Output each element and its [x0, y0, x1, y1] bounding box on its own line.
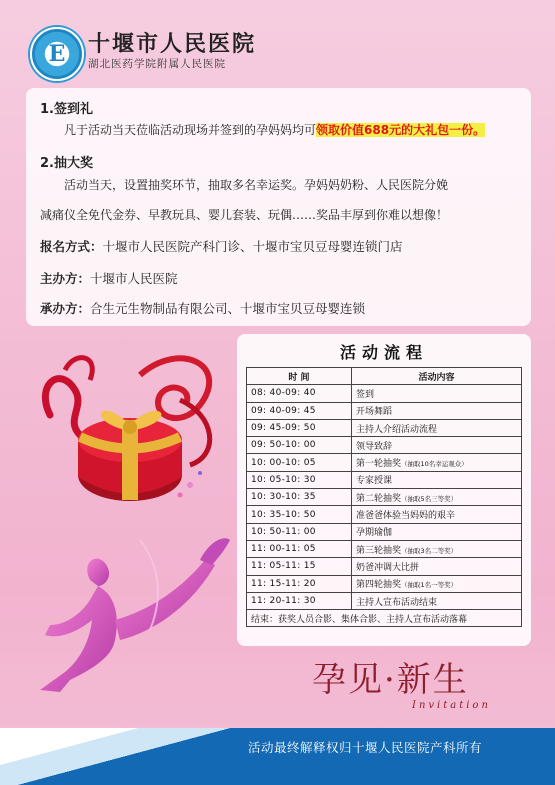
row-activity: 领导致辞 — [356, 441, 393, 452]
gift-box-illustration — [30, 345, 230, 525]
row-activity: 奶爸冲调大比拼 — [356, 562, 420, 573]
table-row — [247, 454, 522, 471]
header — [0, 0, 555, 85]
slogan-english: Invitation — [412, 700, 491, 711]
table-row — [247, 419, 522, 436]
checkin-text: 凡于活动当天莅临活动现场并签到的孕妈妈均可 — [64, 123, 317, 137]
row-time: 10: 50-11: 00 — [247, 523, 352, 540]
lottery-line1: 活动当天，设置抽奖环节，抽取多名幸运奖。孕妈妈奶粉、人民医院分娩 — [64, 178, 449, 192]
row-note: （抽取1名一等奖） — [401, 581, 458, 590]
host-line — [40, 268, 178, 290]
yoga-silhouette-illustration — [20, 520, 235, 700]
register-value: 十堰市人民医院产科门诊、十堰市宝贝豆母婴连锁门店 — [102, 239, 403, 254]
row-content — [352, 592, 522, 609]
header-time: 时 间 — [247, 368, 352, 385]
header-content: 活动内容 — [352, 368, 522, 385]
footer-band — [0, 728, 555, 785]
checkin-title: 1.签到礼 — [40, 102, 93, 117]
table-row — [247, 402, 522, 419]
schedule-ending-row — [247, 610, 522, 627]
row-content — [352, 558, 522, 575]
checkin-highlight: 领取价值688元的大礼包一份。 — [316, 123, 486, 137]
row-content — [352, 575, 522, 592]
row-activity: 准爸爸体验当妈妈的艰辛 — [356, 511, 456, 522]
table-row — [247, 471, 522, 488]
schedule-body — [247, 385, 522, 627]
row-content — [352, 523, 522, 540]
hospital-name: 十堰市人民医院 — [88, 31, 257, 57]
table-row — [247, 575, 522, 592]
table-row — [247, 489, 522, 506]
row-content — [352, 540, 522, 557]
schedule-ending: 结束：获奖人员合影、集体合影、主持人宣布活动落幕 — [247, 610, 522, 627]
row-activity: 签到 — [356, 389, 375, 400]
row-content — [352, 454, 522, 471]
row-note: （抽取3名二等奖） — [401, 546, 458, 555]
row-time: 09: 40-09: 45 — [247, 402, 352, 419]
row-content — [352, 437, 522, 454]
row-activity: 第三轮抽奖 — [356, 545, 402, 556]
row-activity: 主持人介绍活动流程 — [356, 424, 438, 435]
row-content — [352, 471, 522, 488]
row-activity: 专家授课 — [356, 476, 393, 487]
row-time: 10: 35-10: 50 — [247, 506, 352, 523]
checkin-paragraph — [64, 119, 485, 141]
row-activity: 开场舞蹈 — [356, 407, 393, 418]
host-label: 主办方： — [40, 271, 91, 286]
register-line — [40, 236, 403, 258]
row-activity: 孕期瑜伽 — [356, 528, 393, 539]
row-time: 10: 00-10: 05 — [247, 454, 352, 471]
row-content — [352, 385, 522, 402]
table-row — [247, 592, 522, 609]
hospital-logo-icon — [30, 27, 84, 81]
schedule-table — [246, 367, 522, 627]
slogan: 孕见·新生 — [312, 660, 469, 700]
lottery-title: 2.抽大奖 — [40, 156, 93, 171]
row-content — [352, 419, 522, 436]
lottery-line2: 减痛仪全免代金券、早教玩具、婴儿套装、玩偶……奖品丰厚到你难以想像！ — [40, 208, 449, 222]
row-activity: 第一轮抽奖 — [356, 459, 402, 470]
register-label: 报名方式： — [40, 239, 103, 254]
hospital-subtitle: 湖北医药学院附属人民医院 — [88, 58, 226, 70]
row-content — [352, 402, 522, 419]
row-activity: 第四轮抽奖 — [356, 580, 402, 591]
row-time: 08: 40-09: 40 — [247, 385, 352, 402]
row-time: 11: 05-11: 15 — [247, 558, 352, 575]
schedule-panel — [237, 334, 531, 646]
row-content — [352, 489, 522, 506]
schedule-title: 活动流程 — [339, 343, 428, 362]
row-activity: 主持人宣布活动结束 — [356, 597, 438, 608]
row-activity: 第二轮抽奖 — [356, 493, 402, 504]
table-row — [247, 540, 522, 557]
organizer-line — [40, 298, 365, 320]
table-row — [247, 385, 522, 402]
organizer-label: 承办方： — [40, 301, 91, 316]
row-note: （抽取5名三等奖） — [401, 494, 458, 503]
row-content — [352, 506, 522, 523]
table-row — [247, 523, 522, 540]
logo-letter: E — [48, 41, 66, 67]
table-row — [247, 506, 522, 523]
row-time: 10: 30-10: 35 — [247, 489, 352, 506]
row-note: （抽取10名幸运观众） — [401, 460, 468, 469]
row-time: 10: 05-10: 30 — [247, 471, 352, 488]
organizer-value: 合生元生物制品有限公司、十堰市宝贝豆母婴连锁 — [90, 301, 366, 316]
row-time: 11: 00-11: 05 — [247, 540, 352, 557]
row-time: 09: 45-09: 50 — [247, 419, 352, 436]
footer-text: 活动最终解释权归十堰人民医院产科所有 — [248, 740, 483, 755]
row-time: 11: 15-11: 20 — [247, 575, 352, 592]
schedule-header-row — [247, 368, 522, 385]
table-row — [247, 437, 522, 454]
host-value: 十堰市人民医院 — [90, 271, 178, 286]
row-time: 09: 50-10: 00 — [247, 437, 352, 454]
table-row — [247, 558, 522, 575]
row-time: 11: 20-11: 30 — [247, 592, 352, 609]
info-panel — [26, 88, 531, 326]
